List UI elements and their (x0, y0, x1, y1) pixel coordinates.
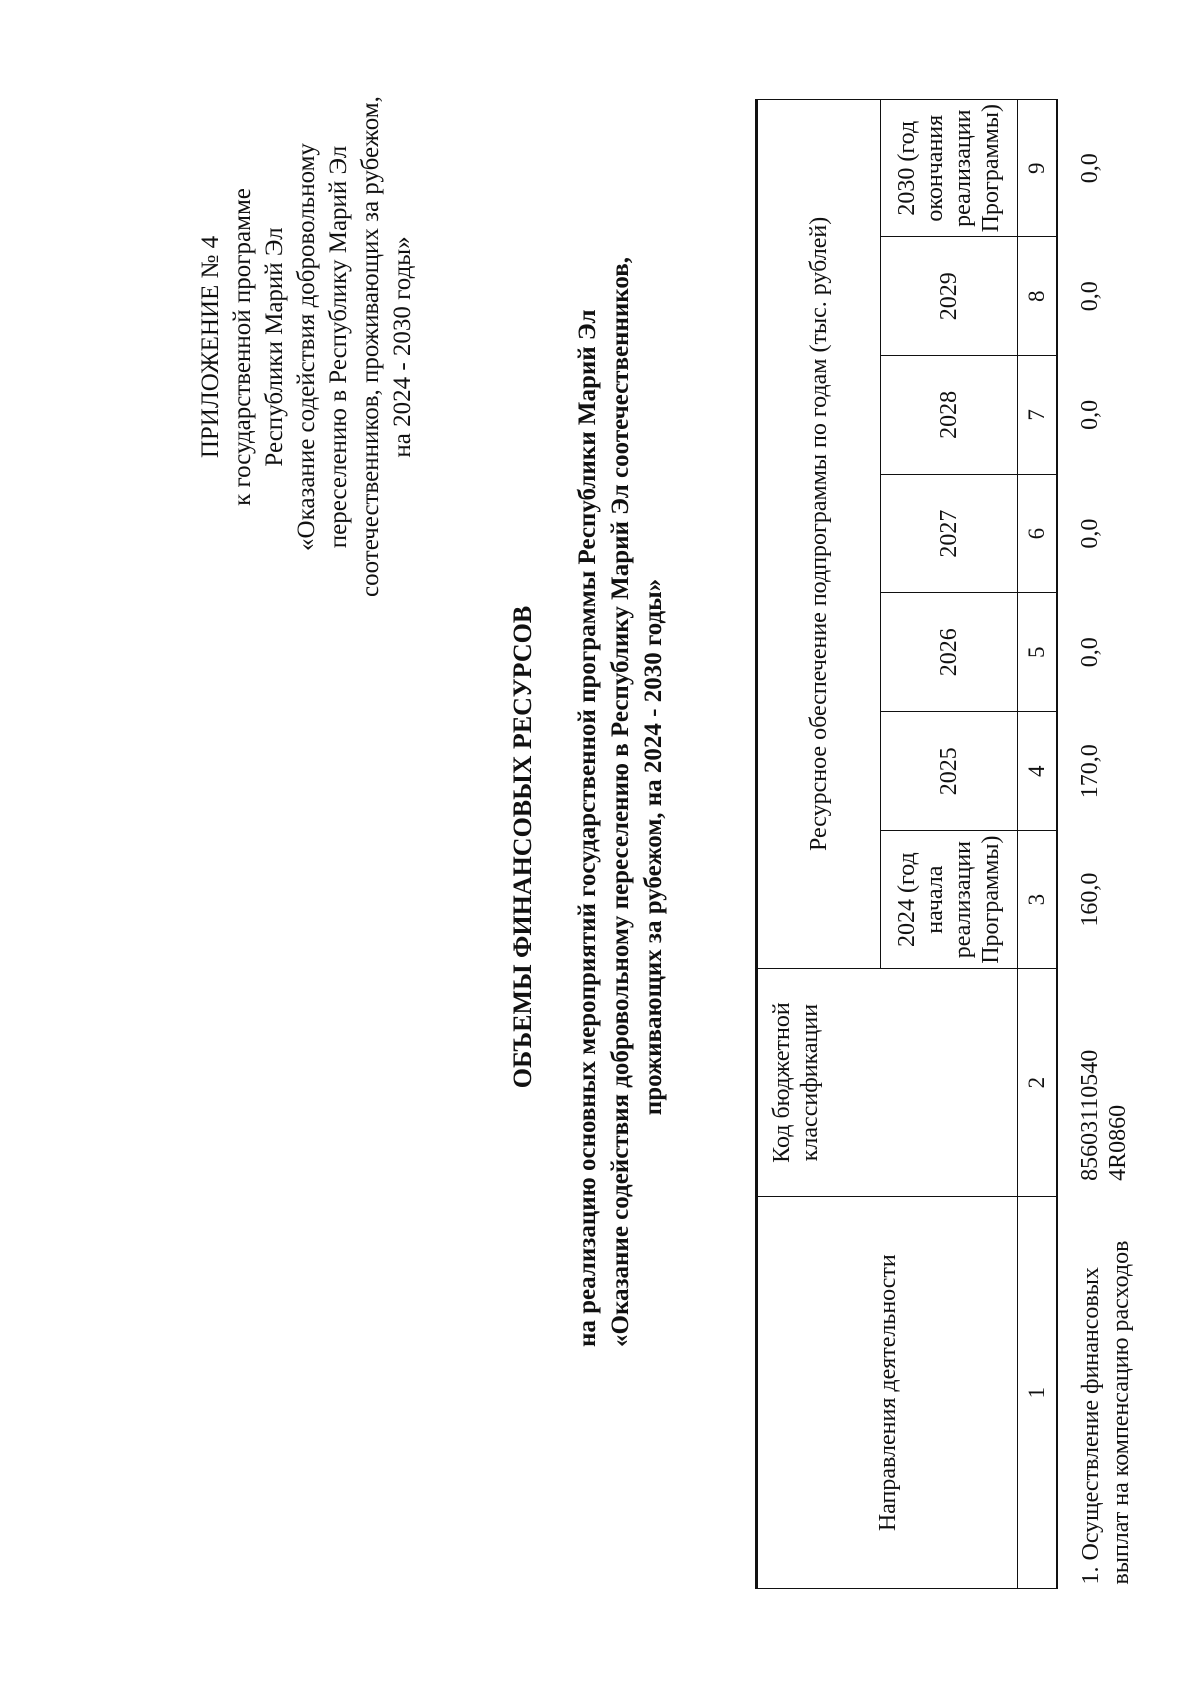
row-value: 0,0 (1077, 153, 1103, 184)
column-numbers-row (1018, 100, 1058, 1589)
row-value: 0,0 (1077, 637, 1103, 668)
subtitle-line: проживающих за рубежом, на 2024 - 2030 годы» (640, 578, 667, 1116)
row-direction: 1. Осуществление финансовых выплат на компенсацию расходов (1078, 1240, 1134, 1585)
appendix-block (195, 97, 419, 597)
appendix-line: соотечественников, проживающих за рубежом, (357, 96, 384, 597)
row-value: 0,0 (1077, 281, 1103, 312)
row-value: 160,0 (1077, 872, 1103, 927)
column-number: 4 (1018, 712, 1058, 831)
appendix-line: ПРИЛОЖЕНИЕ № 4 (197, 235, 224, 459)
header-year: 2030 (год окончания реализации Программы) (881, 100, 1018, 237)
table-row (1057, 100, 1138, 1589)
column-number: 6 (1018, 474, 1058, 593)
column-number: 8 (1018, 237, 1058, 356)
appendix-line: к государственной программе (229, 188, 256, 506)
subtitle-line: «Оказание содействия добровольному переселению в Республику Марий Эл соотечественников, (607, 257, 634, 1347)
appendix-line: на 2024 - 2030 годы» (389, 236, 416, 458)
subtitle-line: на реализацию основных мероприятий государственной программы Республики Марий Эл (574, 309, 601, 1347)
header-code: Код бюджетной классификации (757, 968, 1018, 1197)
column-number: 3 (1018, 831, 1058, 968)
row-value: 0,0 (1077, 518, 1103, 549)
row-value: 170,0 (1077, 744, 1103, 799)
header-year: 2026 (881, 593, 1018, 712)
header-row (757, 100, 881, 1589)
column-number: 5 (1018, 593, 1058, 712)
appendix-line: «Оказание содействия добровольному (293, 143, 320, 551)
document-heading (505, 257, 670, 1347)
header-year: 2027 (881, 474, 1018, 593)
header-year: 2024 (год начала реализации Программы) (881, 831, 1018, 968)
appendix-line: Республики Марий Эл (261, 227, 288, 467)
header-resources: Ресурсное обеспечение подпрограммы по годам (тыс. рублей) (757, 100, 881, 969)
appendix-line: переселению в Республику Марий Эл (325, 145, 352, 549)
row-code: 85603110540 4R0860 (1077, 1049, 1131, 1181)
document-title: ОБЪЕМЫ ФИНАНСОВЫХ РЕСУРСОВ (508, 605, 537, 1089)
header-direction: Направления деятельности (757, 1197, 1018, 1589)
column-number: 7 (1018, 356, 1058, 475)
column-number: 2 (1018, 968, 1058, 1197)
row-value: 0,0 (1077, 399, 1103, 430)
header-year: 2028 (881, 356, 1018, 475)
header-year: 2029 (881, 237, 1018, 356)
column-number: 9 (1018, 100, 1058, 237)
header-year: 2025 (881, 712, 1018, 831)
resources-table (755, 99, 1138, 1589)
column-number: 1 (1018, 1197, 1058, 1589)
